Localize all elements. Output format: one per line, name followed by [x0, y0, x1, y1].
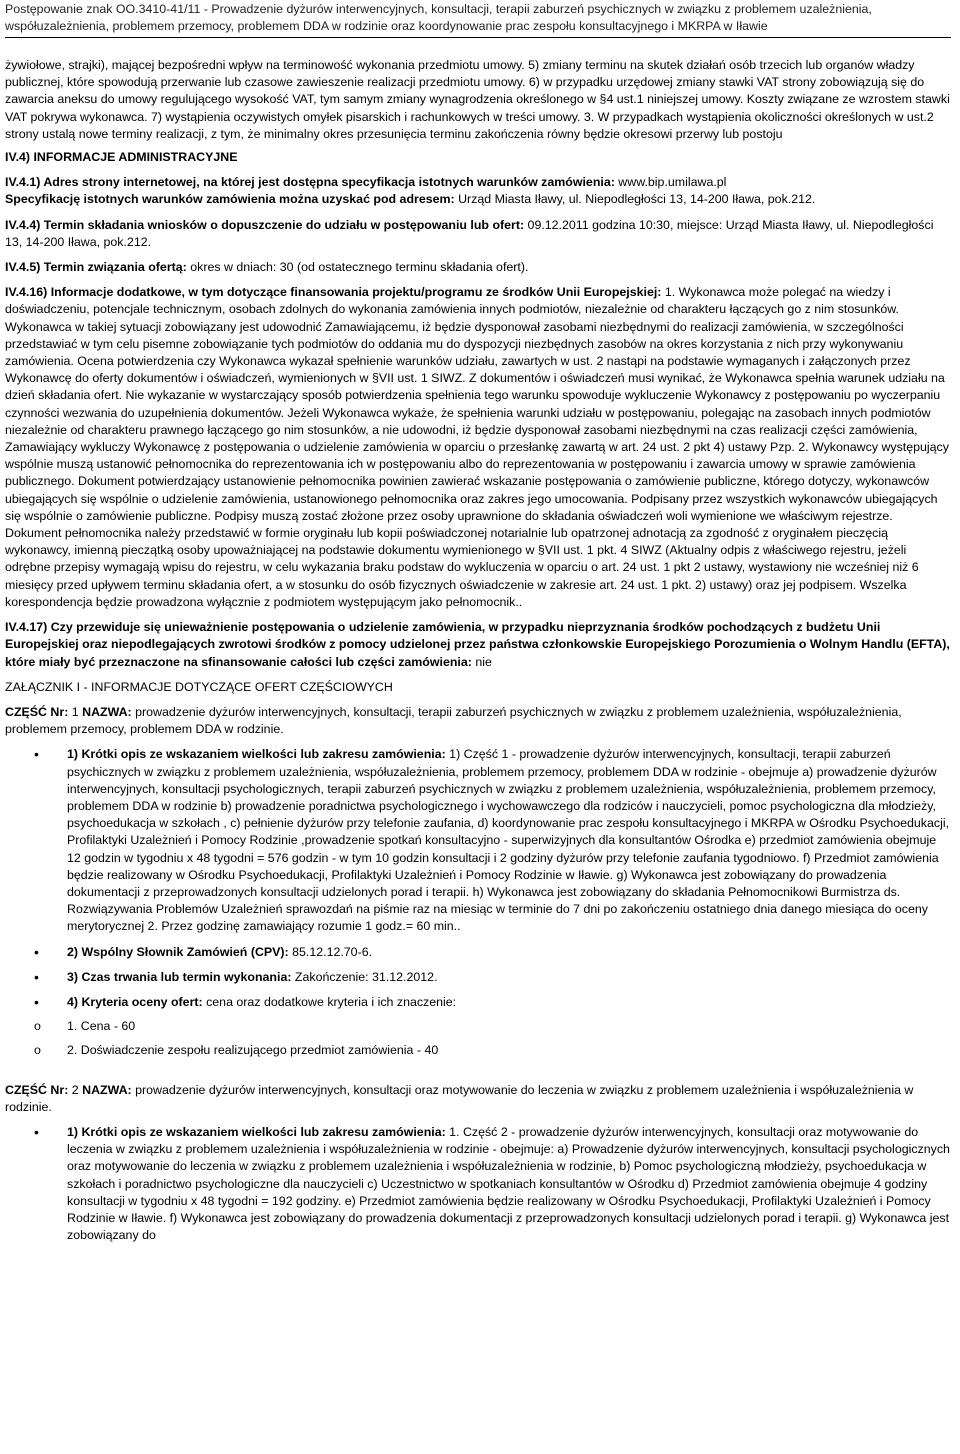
part-1-heading — [5, 704, 951, 738]
part-1-item-4-value: cena oraz dodatkowe kryteria i ich znaczenie: — [202, 994, 457, 1009]
part-2-item-description — [5, 1124, 951, 1244]
paragraph-siwz-address — [5, 191, 951, 208]
part-1-item-criteria — [5, 994, 951, 1060]
annex-title: ZAŁĄCZNIK I - INFORMACJE DOTYCZĄCE OFERT CZĘŚCIOWYCH — [5, 679, 393, 694]
page-header — [5, 0, 951, 38]
part-1-list — [5, 746, 951, 1059]
header-line-2: współuzależnienia, problemem przemocy, problemem DDA w rodzinie oraz koordynowanie prac zespołu konsultacyjnego i MKRPA w Iławie — [5, 18, 768, 33]
criteria-item: o 1. Cena - 60 — [5, 1018, 951, 1035]
criteria-item: o 2. Doświadczenie zespołu realizującego przedmiot zamówienia - 40 — [5, 1042, 951, 1059]
iv4-16-label: IV.4.16) Informacje dodatkowe, w tym dotyczące finansowania projektu/programu ze środków Unii Europejskiej: — [5, 285, 662, 300]
part-2-heading — [5, 1082, 951, 1116]
siwz-address-label: Specyfikację istotnych warunków zamówienia można uzyskać pod adresem: — [5, 192, 455, 207]
part-1-number: 1 — [68, 704, 83, 719]
part-1-item-3-value: Zakończenie: 31.12.2012. — [291, 969, 438, 984]
iv4-1-label: IV.4.1) Adres strony internetowej, na której jest dostępna specyfikacja istotnych warunków zamówienia: — [5, 175, 615, 190]
paragraph-iv4-17 — [5, 619, 951, 671]
siwz-address-value: Urząd Miasta Iławy, ul. Niepodległości 13, 14-200 Iława, pok.212. — [454, 192, 816, 207]
iv4-17-label: IV.4.17) Czy przewiduje się unieważnienie postępowania o udzielenie zamówienia, w przypadku nieprzyznania środków pochodzących z budżetu Unii Europejskiej oraz niepodlegających zwrotowi środków z pomocy udzielonej przez państwa członkowskie Europejskiego Porozumienia o Wolnym Handlu (EFTA), które miały być przeznaczone na sfinansowanie całości lub części zamówienia: — [5, 620, 950, 669]
part-1-item-cpv — [5, 944, 951, 961]
part-1-label: CZĘŚĆ Nr: — [5, 704, 69, 719]
header-line-1: Postępowanie znak OO.3410-41/11 - Prowadzenie dyżurów interwencyjnych, konsultacji, terapii zaburzeń psychicznych w związku z problemem uzależnienia, — [5, 2, 872, 16]
part-1-name-label: NAZWA: — [82, 704, 132, 719]
iv4-16-value: 1. Wykonawca może polegać na wiedzy i doświadczeniu, potencjale technicznym, osobach zdolnych do wykonania zamówienia innych podmiotów, niezależnie od charakteru łączących go z nim stosunków. Wykonawca w takiej sytuacji zobowiązany jest udowodnić Zamawiającemu, iż będzie dysponował zasobami niezbędnymi do realizacji zamówienia, w szczególności przedstawiać w tym celu pisemne zobowiązanie tych podmiotów do oddania mu do dyspozycji niezbędnych zasobów na okres korzystania z nich przy wykonywaniu zamówienia. Ocena potwierdzenia czy Wykonawca wykazał spełnienie warunków udziału, zawartych w ust. 2 nastąpi na podstawie wymaganych i załączonych przez Wykonawcę do oferty dokumentów i oświadczeń, wymienionych w §VII ust. 1 SIWZ. Z dokumentów i oświadczeń musi wynikać, że Wykonawca spełnia warunek udziału na dzień składania ofert. Nie wykazanie w wystarczający sposób potwierdzenia spełnienia tego warunku spowoduje wykluczenie Wykonawcy z postępowaniu po wyczerpaniu czynności wezwania do uzupełnienia dokumentów. Jeżeli Wykonawca wykaże, że spełnienia warunki udziału w postępowaniu, polegając na zasobach innych podmiotów niezależnie od charakteru prawnego łączącego go nim stosunków, a nie udowodni, iż będzie dysponował zasobami niezbędnymi na czas realizacji części zamówienia, Zamawiający wykluczy Wykonawcę z postępowania o udzielenie zamówienia w oparciu o przesłankę zawartą w art. 24 ust. 2 pkt 4) ustawy Pzp. 2. Wykonawcy występujący wspólnie muszą ustanowić pełnomocnika do reprezentowania ich w postępowaniu albo do reprezentowania w postępowaniu i zawarcia umowy w sprawie zamówienia publicznego. Dokument potwierdzający ustanowienie pełnomocnika powinien zawierać wskazanie postępowania o zamówienie publiczne, którego dotyczy, wykonawców ubiegających się wspólnie o udzielenie zamówienia, ustanowionego pełnomocnika oraz zakres jego umocowania. Podpisany przez wszystkich wykonawców ubiegających się wspólnie o zamówienie publiczne. Podpisy muszą zostać złożone przez osoby uprawnione do składania oświadczeń woli wymienione we właściwym rejestrze. Dokument pełnomocnika należy przedstawić w formie oryginału lub kopii poświadczonej notarialnie lub opatrzonej adnotacją za zgodność z oryginałem pieczęcią wykonawcy, imienną pieczątką osoby upoważniającej na podstawie dokumentu wymienionego w §VII ust. 1 pkt. 4 SIWZ (Aktualny odpis z właściwego rejestru, jeżeli odrębne przepisy wymagają wpisu do rejestru, w celu wykazania braku podstaw do wykluczenia w oparciu o art. 24 ust. 1 pkt 2 ustawy, wystawiony nie wcześniej niż 6 miesięcy przed upływem terminu składania ofert, a w stosunku do osób fizycznych oświadczenie w zakresie art. 24 ust. 1 pkt. 2) ustawy) oraz jej podpisem. Wszelka korespondencja będzie prowadzona wyłącznie z podmiotem występującym jako pełnomocnik.. — [5, 285, 949, 609]
iv4-1-value: www.bip.umilawa.pl — [614, 175, 727, 190]
part-1-item-4-label: 4) Kryteria oceny ofert: — [67, 994, 203, 1009]
part-1-item-description — [5, 746, 951, 935]
iv4-17-value: nie — [471, 654, 492, 669]
part-1-name-value: prowadzenie dyżurów interwencyjnych, konsultacji, terapii zaburzeń psychicznych w związku z problemem uzależnienia, współuzależnienia, problemem przemocy, problemem DDA w rodzinie. — [5, 704, 902, 737]
iv4-4-value: 09.12.2011 godzina 10:30, miejsce: Urząd Miasta Iławy, ul. Niepodległości 13, 14-200 Iława, pok.212. — [5, 217, 934, 249]
paragraph-iv4-16 — [5, 284, 951, 611]
part-1-item-1-value: 1) Część 1 - prowadzenie dyżurów interwencyjnych, konsultacji, terapii zaburzeń psychicznych w związku z problemem uzależnienia, współuzależnienia, problemem przemocy, problemem DDA w rodzinie - obejmuje a) prowadzenie dyżurów interwencyjnych, konsultacji psychologicznych, terapii zaburzeń psychicznych w związku z problemem uzależnienia, współuzależnienia, problemem przemocy, problemem DDA w rodzinie b) prowadzenie poradnictwa psychologicznego i wychowawczego dla rodziców i nauczycieli, pomoc psychologiczna dla młodzieży, psychoedukacja w szkołach , c) pełnienie dyżurów przy telefonie zaufania, d) koordynowanie prac zespołu konsultacyjnego i MKRPA w Ośrodku Psychoedukacji, Profilaktyki Uzależnień i Pomocy Rodzinie ,prowadzenie spotkań konsultacyjno - superwizyjnych dla konsultantów Ośrodka e) przedmiot zamówienia obejmuje 12 godzin w tygodniu x 48 tygodni = 576 godzin - w tym 10 godzin konsultacji i 2 godziny dyżurów przy telefonie zaufania tygodniowo. f) Przedmiot zamówienia będzie realizowany w Ośrodku Psychoedukacji, Profilaktyki Uzależnień i Pomocy Rodzinie w Iławie. g) Wykonawca jest zobowiązany do prowadzenia dokumentacji z przeprowadzonych konsultacji udzielonych porad i terapii. h) Wykonawca jest zobowiązany do składania Pełnomocnikowi Burmistrza ds. Rozwiązywania Problemów Uzależnień sprawozdań na piśmie raz na miesiąc w terminie do 7 dni po zakończeniu ostatniego dnia danego miesiąca do oceny merytorycznej 2. Przez godzinę zamawiający rozumie 1 godz.= 60 min.. — [67, 747, 950, 934]
part-2-item-1-label: 1) Krótki opis ze wskazaniem wielkości lub zakresu zamówienia: — [67, 1124, 446, 1139]
part-1-item-1-label: 1) Krótki opis ze wskazaniem wielkości lub zakresu zamówienia: — [67, 747, 446, 762]
intro-paragraph: żywiołowe, strajki), mającej bezpośredni wpływ na terminowość wykonania przedmiotu umowy. 5) zmiany terminu na skutek działań osób trzecich lub organów władzy publicznej, które spowodują przerwanie lub czasowe zawieszenie realizacji przedmiotu umowy. 6) w przypadku urzędowej zmiany stawki VAT strony zobowiązują się do zawarcia aneksu do umowy regulującego wysokość VAT, tym samym zmiany wynagrodzenia określonego w §4 ust.1 niniejszej umowy. Koszty związane ze wzrostem stawki VAT pokrywa wykonawca. 7) wystąpienia oczywistych omyłek pisarskich i rachunkowych w treści umowy. 3. W przypadkach wystąpienia okoliczności określonych w ust.2 strony ustalą nowe terminy realizacji, z tym, że minimalny okres przesunięcia terminu zakończenia równy będzie okresowi przerwy lub postoju — [5, 58, 950, 141]
iv4-5-value: okres w dniach: 30 (od ostatecznego terminu składania ofert). — [186, 260, 529, 275]
part-2-name-label: NAZWA: — [82, 1082, 132, 1097]
criteria-list — [5, 1018, 951, 1059]
part-2-label: CZĘŚĆ Nr: — [5, 1082, 69, 1097]
part-2-number: 2 — [68, 1082, 83, 1097]
paragraph-iv4-5 — [5, 259, 951, 276]
iv4-5-label: IV.4.5) Termin związania ofertą: — [5, 260, 187, 275]
document-page — [5, 0, 951, 1244]
part-1-item-deadline — [5, 969, 951, 986]
part-2-item-1-value: 1. Część 2 - prowadzenie dyżurów interwencyjnych, konsultacji oraz motywowanie do leczenia w związku z problemem uzależnienia i współuzależnienia w rodzinie - obejmuje: a) Prowadzenie dyżurów interwencyjnych, konsultacji psychologicznych oraz motywowanie do leczenia w związku z problemem uzależnienia i współuzależnienia w rodzinie, b) Pomoc psychologiczną młodzieży, psychoedukacja w szkołach i poradnictwo psychologiczne dla nauczycieli c) Uczestnictwo w spotkaniach konsultantów w Ośrodku d) Przedmiot zamówienia obejmuje 4 godziny konsultacji w tygodniu x 48 tygodni = 192 godziny. e) Przedmiot zamówienia będzie realizowany w Ośrodku Psychoedukacji, Profilaktyki Uzależnień i Pomocy Rodzinie w Iławie. f) Wykonawca jest zobowiązany do prowadzenia dokumentacji z przeprowadzonych konsultacji udzielonych porad i terapii. g) Wykonawca jest zobowiązany do — [67, 1124, 950, 1243]
iv4-4-label: IV.4.4) Termin składania wniosków o dopuszczenie do udziału w postępowaniu lub ofert: — [5, 217, 525, 232]
part-1-item-3-label: 3) Czas trwania lub termin wykonania: — [67, 969, 292, 984]
document-body — [5, 57, 951, 1244]
section-title-iv4: IV.4) INFORMACJE ADMINISTRACYJNE — [5, 150, 238, 165]
paragraph-iv4-4 — [5, 217, 951, 251]
part-1-item-2-label: 2) Wspólny Słownik Zamówień (CPV): — [67, 944, 289, 959]
paragraph-iv4-1 — [5, 174, 951, 191]
part-1-item-2-value: 85.12.12.70-6. — [288, 944, 373, 959]
part-2-name-value: prowadzenie dyżurów interwencyjnych, konsultacji oraz motywowanie do leczenia w związku z problemem uzależnienia i współuzależnienia w rodzinie. — [5, 1082, 914, 1114]
part-2-list — [5, 1124, 951, 1244]
